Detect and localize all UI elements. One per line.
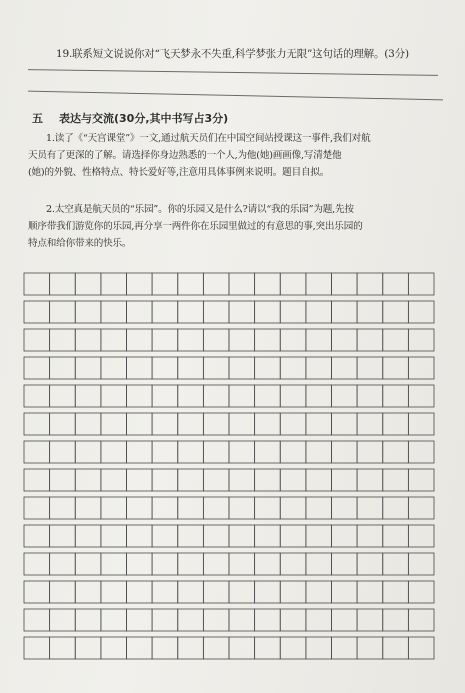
grid-cell[interactable] [383,385,409,407]
grid-cell[interactable] [280,497,306,519]
grid-cell[interactable] [229,525,255,547]
prompt-line: 2.太空真是航天员的“乐园”。你的乐园又是什么?请以“我的乐园”为题,先按 [46,204,354,215]
grid-cell[interactable] [101,413,127,435]
grid-cell[interactable] [255,609,281,631]
grid-cell[interactable] [332,385,358,407]
grid-cell[interactable] [50,441,76,463]
grid-cell[interactable] [127,273,153,295]
grid-cell[interactable] [229,301,255,323]
grid-cell[interactable] [383,301,409,323]
grid-cell[interactable] [24,413,50,435]
grid-cell[interactable] [127,553,153,575]
grid-cell[interactable] [255,553,281,575]
grid-cell[interactable] [101,329,127,351]
grid-cell[interactable] [229,357,255,379]
grid-cell[interactable] [408,441,434,463]
grid-cell[interactable] [280,637,306,659]
grid-cell[interactable] [127,609,153,631]
grid-cell[interactable] [408,497,434,519]
grid-cell[interactable] [101,273,127,295]
grid-cell[interactable] [357,497,383,519]
grid-cell[interactable] [75,609,101,631]
grid-cell[interactable] [280,609,306,631]
grid-cell[interactable] [50,301,76,323]
grid-cell[interactable] [152,553,178,575]
grid-row[interactable] [24,441,434,463]
grid-row[interactable] [24,385,434,407]
grid-cell[interactable] [280,581,306,603]
grid-cell[interactable] [306,581,332,603]
grid-cell[interactable] [306,273,332,295]
grid-cell[interactable] [332,413,358,435]
grid-row[interactable] [24,497,434,519]
grid-cell[interactable] [24,525,50,547]
grid-cell[interactable] [101,441,127,463]
grid-cell[interactable] [152,413,178,435]
grid-cell[interactable] [280,329,306,351]
prompt-line: 1.读了《“天宫课堂”》一文,通过航天员们在中国空间站授课这一事件,我们对航 [46,133,371,144]
grid-cell[interactable] [255,469,281,491]
grid-cell[interactable] [408,609,434,631]
grid-cell[interactable] [229,329,255,351]
grid-cell[interactable] [178,469,204,491]
writing-prompt-2 [28,201,443,252]
grid-cell[interactable] [178,553,204,575]
grid-cell[interactable] [280,553,306,575]
writing-grid[interactable] [20,271,440,691]
grid-cell[interactable] [101,301,127,323]
grid-cell[interactable] [152,637,178,659]
grid-cell[interactable] [229,413,255,435]
grid-cell[interactable] [229,497,255,519]
grid-cell[interactable] [306,497,332,519]
grid-cell[interactable] [383,553,409,575]
grid-row[interactable] [24,469,434,491]
grid-cell[interactable] [383,497,409,519]
grid-cell[interactable] [50,553,76,575]
grid-row[interactable] [24,553,434,575]
grid-cell[interactable] [127,301,153,323]
grid-cell[interactable] [408,525,434,547]
grid-cell[interactable] [229,609,255,631]
grid-cell[interactable] [152,385,178,407]
grid-cell[interactable] [127,385,153,407]
grid-cell[interactable] [383,273,409,295]
grid-cell[interactable] [383,609,409,631]
question-19: 19.联系短文说说你对“飞天梦永不失重,科学梦张力无限”这句话的理解。(3分) [56,48,409,60]
section-number: 五 [32,112,43,125]
grid-cell[interactable] [203,385,229,407]
grid-cell[interactable] [127,497,153,519]
grid-cell[interactable] [357,273,383,295]
grid-cell[interactable] [127,637,153,659]
grid-cell[interactable] [383,329,409,351]
grid-cell[interactable] [306,385,332,407]
grid-cell[interactable] [306,329,332,351]
grid-cell[interactable] [408,329,434,351]
grid-cell[interactable] [152,469,178,491]
grid-cell[interactable] [75,273,101,295]
grid-cell[interactable] [408,273,434,295]
grid-cell[interactable] [280,525,306,547]
grid-cell[interactable] [229,469,255,491]
grid-cell[interactable] [280,441,306,463]
grid-cell[interactable] [408,301,434,323]
grid-cell[interactable] [127,469,153,491]
writing-prompt-1 [28,130,443,181]
grid-cell[interactable] [75,301,101,323]
grid-cell[interactable] [255,581,281,603]
grid-cell[interactable] [152,525,178,547]
grid-cell[interactable] [280,385,306,407]
grid-cell[interactable] [383,525,409,547]
grid-cell[interactable] [383,469,409,491]
grid-cell[interactable] [178,525,204,547]
grid-cell[interactable] [383,581,409,603]
grid-cell[interactable] [203,441,229,463]
grid-cell[interactable] [75,637,101,659]
grid-cell[interactable] [255,441,281,463]
grid-cell[interactable] [152,441,178,463]
section-title: 表达与交流(30分,其中书写占3分) [59,112,229,125]
grid-cell[interactable] [101,357,127,379]
grid-cell[interactable] [203,637,229,659]
grid-cell[interactable] [357,609,383,631]
grid-cell[interactable] [50,385,76,407]
grid-cell[interactable] [229,441,255,463]
grid-cell[interactable] [75,357,101,379]
grid-cell[interactable] [229,581,255,603]
grid-cell[interactable] [75,413,101,435]
grid-cell[interactable] [127,581,153,603]
grid-cell[interactable] [50,581,76,603]
grid-cell[interactable] [357,413,383,435]
answer-line[interactable] [28,69,438,76]
grid-cell[interactable] [255,385,281,407]
grid-cell[interactable] [332,357,358,379]
grid-cell[interactable] [178,357,204,379]
grid-cell[interactable] [203,553,229,575]
grid-cell[interactable] [75,469,101,491]
grid-cell[interactable] [101,609,127,631]
grid-cell[interactable] [24,609,50,631]
prompt-line: 特点和给你带来的快乐。 [28,238,132,249]
grid-cell[interactable] [306,525,332,547]
grid-row[interactable] [24,357,434,379]
grid-cell[interactable] [50,525,76,547]
grid-cell[interactable] [203,469,229,491]
grid-cell[interactable] [408,469,434,491]
grid-cell[interactable] [280,357,306,379]
grid-cell[interactable] [408,581,434,603]
grid-cell[interactable] [152,581,178,603]
grid-cell[interactable] [178,385,204,407]
grid-cell[interactable] [101,385,127,407]
grid-row[interactable] [24,525,434,547]
grid-row[interactable] [24,609,434,631]
grid-cell[interactable] [24,329,50,351]
grid-cell[interactable] [357,385,383,407]
grid-cell[interactable] [357,581,383,603]
grid-cell[interactable] [50,637,76,659]
grid-cell[interactable] [152,609,178,631]
grid-cell[interactable] [357,553,383,575]
grid-cell[interactable] [332,553,358,575]
grid-cell[interactable] [127,441,153,463]
grid-cell[interactable] [24,581,50,603]
grid-cell[interactable] [152,329,178,351]
grid-cell[interactable] [75,497,101,519]
grid-cell[interactable] [203,357,229,379]
grid-cell[interactable] [229,273,255,295]
grid-cell[interactable] [332,497,358,519]
grid-cell[interactable] [255,497,281,519]
grid-cell[interactable] [280,273,306,295]
grid-cell[interactable] [203,497,229,519]
grid-cell[interactable] [152,301,178,323]
grid-cell[interactable] [75,441,101,463]
grid-cell[interactable] [332,441,358,463]
grid-cell[interactable] [101,525,127,547]
grid-cell[interactable] [50,609,76,631]
grid-cell[interactable] [332,301,358,323]
grid-cell[interactable] [75,385,101,407]
grid-cell[interactable] [229,385,255,407]
grid-cell[interactable] [178,273,204,295]
grid-cell[interactable] [332,637,358,659]
grid-cell[interactable] [357,469,383,491]
grid-cell[interactable] [127,413,153,435]
grid-cell[interactable] [24,441,50,463]
grid-cell[interactable] [152,357,178,379]
grid-cell[interactable] [332,273,358,295]
grid-cell[interactable] [332,469,358,491]
grid-cell[interactable] [203,525,229,547]
grid-cell[interactable] [280,469,306,491]
grid-cell[interactable] [383,357,409,379]
grid-cell[interactable] [75,329,101,351]
grid-cell[interactable] [357,301,383,323]
grid-cell[interactable] [306,357,332,379]
grid-cell[interactable] [203,273,229,295]
grid-cell[interactable] [408,637,434,659]
grid-cell[interactable] [75,553,101,575]
grid-cell[interactable] [203,329,229,351]
grid-cell[interactable] [383,441,409,463]
grid-cell[interactable] [101,637,127,659]
answer-line[interactable] [28,91,443,101]
grid-cell[interactable] [203,301,229,323]
grid-cell[interactable] [127,525,153,547]
grid-cell[interactable] [178,637,204,659]
grid-row[interactable] [24,273,434,295]
grid-cell[interactable] [229,553,255,575]
prompt-line: (她)的外貌、性格特点、特长爱好等,注意用具体事例来说明。题目自拟。 [28,167,330,178]
grid-cell[interactable] [127,357,153,379]
grid-cell[interactable] [178,581,204,603]
grid-cell[interactable] [50,329,76,351]
grid-cell[interactable] [255,301,281,323]
grid-cell[interactable] [229,637,255,659]
grid-cell[interactable] [306,301,332,323]
grid-cell[interactable] [127,329,153,351]
grid-cell[interactable] [408,385,434,407]
prompt-line: 天员有了更深的了解。请选择你身边熟悉的一个人,为他(她)画画像,写清楚他 [28,150,342,161]
grid-cell[interactable] [24,637,50,659]
grid-cell[interactable] [50,357,76,379]
grid-cell[interactable] [178,497,204,519]
grid-cell[interactable] [306,609,332,631]
grid-row[interactable] [24,329,434,351]
grid-cell[interactable] [357,441,383,463]
grid-row[interactable] [24,581,434,603]
grid-cell[interactable] [255,637,281,659]
grid-row[interactable] [24,413,434,435]
grid-cell[interactable] [280,413,306,435]
grid-cell[interactable] [178,413,204,435]
grid-cell[interactable] [24,385,50,407]
grid-cell[interactable] [24,469,50,491]
grid-cell[interactable] [306,469,332,491]
grid-cell[interactable] [101,553,127,575]
grid-cell[interactable] [332,609,358,631]
grid-cell[interactable] [101,497,127,519]
grid-cell[interactable] [24,301,50,323]
grid-cell[interactable] [75,525,101,547]
grid-cell[interactable] [383,413,409,435]
grid-cell[interactable] [255,273,281,295]
grid-cell[interactable] [306,441,332,463]
grid-cell[interactable] [306,413,332,435]
grid-cell[interactable] [203,609,229,631]
grid-cell[interactable] [50,469,76,491]
grid-cell[interactable] [306,637,332,659]
grid-cell[interactable] [152,273,178,295]
grid-cell[interactable] [280,301,306,323]
grid-cell[interactable] [24,497,50,519]
grid-cell[interactable] [332,525,358,547]
grid-cell[interactable] [101,581,127,603]
grid-cell[interactable] [408,413,434,435]
grid-cell[interactable] [178,441,204,463]
grid-cell[interactable] [357,525,383,547]
grid-cell[interactable] [152,497,178,519]
prompt-line: 顺序带我们游览你的乐园,再分享一两件你在乐园里做过的有意思的事,突出乐园的 [28,221,363,232]
grid-cell[interactable] [24,553,50,575]
grid-row[interactable] [24,301,434,323]
grid-cell[interactable] [332,329,358,351]
grid-cell[interactable] [178,609,204,631]
grid-cell[interactable] [50,273,76,295]
grid-cell[interactable] [255,329,281,351]
writing-grid-svg[interactable] [20,271,440,691]
grid-cell[interactable] [50,497,76,519]
grid-cell[interactable] [203,413,229,435]
grid-cell[interactable] [357,637,383,659]
grid-cell[interactable] [306,553,332,575]
grid-cell[interactable] [255,525,281,547]
grid-cell[interactable] [178,301,204,323]
grid-cell[interactable] [408,553,434,575]
grid-cell[interactable] [383,637,409,659]
grid-cell[interactable] [24,273,50,295]
grid-cell[interactable] [357,329,383,351]
grid-cell[interactable] [178,329,204,351]
grid-cell[interactable] [357,357,383,379]
grid-cell[interactable] [255,413,281,435]
grid-cell[interactable] [50,413,76,435]
section-heading [32,110,228,126]
grid-cell[interactable] [75,581,101,603]
grid-cell[interactable] [255,357,281,379]
grid-cell[interactable] [101,469,127,491]
grid-row[interactable] [24,637,434,659]
grid-cell[interactable] [408,357,434,379]
grid-cell[interactable] [332,581,358,603]
grid-cell[interactable] [24,357,50,379]
grid-cell[interactable] [203,581,229,603]
